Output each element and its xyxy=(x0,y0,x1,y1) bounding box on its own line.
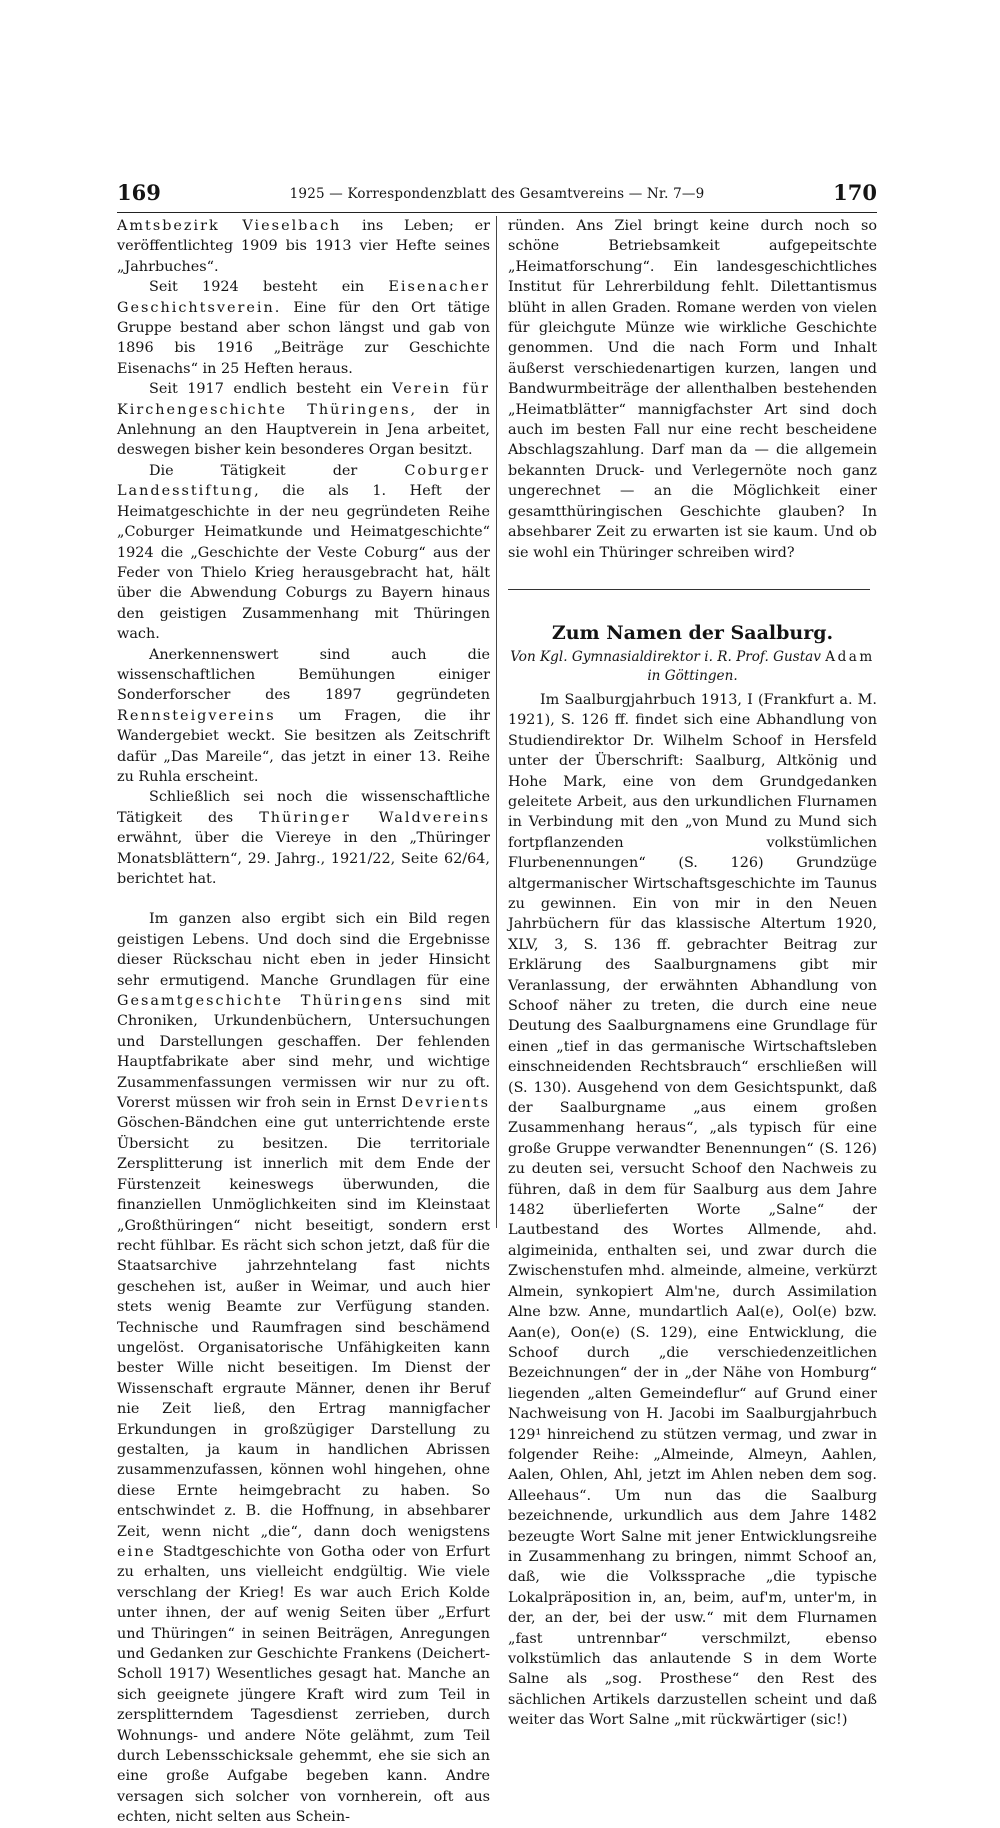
text: um Fragen, die ihr Wandergebiet weckt. Sie besitzen als Zeitschrift dafür „Das Mareile“, das jetzt in einer 13. Reihe zu Ruhla erscheint. xyxy=(117,707,490,785)
byline-text: Von Kgl. Gymnasialdirektor i. R. Prof. Gustav xyxy=(510,648,826,665)
spaced-text: Eisenacher Geschichtsverein. xyxy=(117,279,490,316)
paragraph xyxy=(117,787,490,889)
spaced-text: Coburger Landesstiftung xyxy=(117,462,490,500)
paragraph xyxy=(117,645,490,788)
article-title: Zum Namen der Saalburg. xyxy=(551,621,834,644)
paragraph xyxy=(117,277,490,379)
spaced-text: eine xyxy=(117,1544,156,1560)
paragraph xyxy=(117,216,490,277)
page-header xyxy=(117,180,877,210)
text: , die als 1. Heft der Heimatgeschichte in der neu gegründeten Reihe „Coburger Heimatkunde und Heimatgeschichte“ 1924 die „Geschichte der Veste Coburg“ aus der Feder von Thielo Krieg herausgebracht hat, hält über die Abwendung Coburgs zu Bayern hinaus den geistigen Zusammenhang mit Thüringen wach. xyxy=(117,483,490,643)
paragraph xyxy=(117,461,490,645)
spaced-text: Verein für Kirchengeschichte Thüringens xyxy=(117,381,490,418)
header-rule xyxy=(117,212,877,213)
text: Seit 1924 besteht ein xyxy=(149,279,389,296)
text: Stadtgeschichte von Gotha oder von Erfurt zu erhalten, uns vielleicht endgültig. Wie viele verschlang der Krieg! Es war auch Erich Kolde unter ihnen, der auf wenig Seiten über „Erfurt und Thüringen“ in seinen Beiträgen, Anregungen und Gedanken zur Geschichte Frankens (Deichert-Scholl 1917) Wesentliches gesagt hat. Manche an sich geeignete jüngere Kraft wird zum Teil in zersplitterndem Tagesdienst zerrieben, durch Wohnungs- und andere Nöte gelähmt, zum Teil durch Lebensschicksale gehemmt, ehe sie sich an eine große Aufgabe begeben kann. Andre versagen sich solcher von vornherein, oft aus echten, nicht selten aus Schein- xyxy=(117,1544,490,1826)
text: ins Leben; er veröffentlichteg 1909 bis 1913 vier Hefte seines „Jahrbuches“. xyxy=(117,218,490,275)
paragraph: Im Saalburgjahrbuch 1913, I (Frankfurt a. M. 1921), S. 126 ff. findet sich eine Abhandlung von Studiendirektor Dr. Wilhelm Schoof in Hersfeld unter der Überschrift: Saalburg, Altkönig und Hohe Mark, eine von dem Grundgedanken geleitete Arbeit, aus den urkundlichen Flurnamen in Verbindung mit den „von Mund zu Mund sich fortpflanzenden volkstümlichen Flurbenennungen“ (S. 126) Grundzüge altgermanischer Wirtschaftsgeschichte im Taunus zu gewinnen. Ein von mir in den Neuen Jahrbüchern für das klassische Altertum 1920, XLV, 3, S. 136 ff. gebrachter Beitrag zur Erklärung des Saalburgnamens gibt mir Veranlassung, der erwähnten Abhandlung von Schoof näher zu treten, die durch eine neue Deutung des Saalburgnamens eine Grundlage für einen „tief in das germanische Wirtschaftsleben einschneidenden Rechtsbrauch“ erschließen will (S. 130). Ausgehend von dem Gesichtspunkt, daß der Saalburgname „aus einem großen Zusammenhang heraus“, „als typisch für eine große Gruppe verwandter Benennungen“ (S. 126) zu deuten sei, versucht Schoof den Nachweis zu führen, daß in dem für Saalburg aus dem Jahre 1482 überlieferten Worte „Salne“ der Lautbestand des Wortes Allmende, ahd. algimeinida, enthalten sei, und zwar durch die Zwischenstufen mhd. almeinde, almeine, verkürzt Almein, synkopiert Alm'ne, durch Assimilation Alne bzw. Anne, mundartlich Aal(e), Ool(e) bzw. Aan(e), Oon(e) (S. 129), eine Entwicklung, die Schoof durch „die verschiedenzeitlichen Bezeichnungen“ der in „der Nähe von Homburg“ liegenden „alten Gemeindeflur“ auf Grund einer Nachweisung von H. Jacobi im Saalburgjahrbuch 129¹ hinreichend zu stützen vermag, und zwar in folgender Reihe: „Almeinde, Almeyn, Aahlen, Aalen, Ohlen, Ahl, jetzt im Ahlen neben dem sog. Alleehaus“. Um nun das die Saalburg bezeichnende, urkundlich aus dem Jahre 1482 bezeugte Wort Salne mit jener Entwicklungsreihe in Zusammenhang zu bringen, nimmt Schoof an, daß, wie die Volkssprache „die typische Lokalpräposition in, an, beim, auf'm, unter'm, in der, an der, bei der usw.“ mit dem Flurnamen „fast untrennbar“ verschmilzt, ebenso volkstümlich das anlautende S in dem Worte Salne als „sog. Prosthese“ den Rest des sächlichen Artikels darzustellen scheint und daß weiter das Wort Salne „mit rückwärtiger (sic!) xyxy=(508,691,877,1729)
running-title: 1925 — Korrespondenzblatt des Gesamtvereins — Nr. 7—9 xyxy=(289,186,705,202)
section-rule xyxy=(508,589,870,590)
text: sind mit Chroniken, Urkundenbüchern, Untersuchungen und Darstellungen geschaffen. Der fehlenden Hauptfabrikate aber sind mehr, und wichtige Zusammenfassungen vermissen wir nur zu oft. Vorerst müssen wir froh sein in Ernst xyxy=(117,993,490,1112)
text: Seit 1917 endlich besteht ein xyxy=(149,381,393,398)
column-divider xyxy=(496,216,497,1228)
article-byline xyxy=(508,648,877,686)
byline-text: in Göttingen. xyxy=(647,667,738,684)
text: Eine für den Ort tätige Gruppe bestand aber schon längst und gab von 1896 bis 1916 „Beiträge zur Geschichte Eisenachs“ in 25 Heften heraus. xyxy=(117,299,490,377)
text: Schließlich sei noch die wissenschaftliche Tätigkeit des xyxy=(117,789,490,826)
left-column xyxy=(117,216,490,1828)
spaced-text: Gesamtgeschichte Thüringens xyxy=(117,993,405,1010)
paragraph xyxy=(117,379,490,461)
text: Göschen-Bändchen eine gut unterrichtende erste Übersicht zu besitzen. Die territoriale Zersplitterung ist innerlich mit dem Ende der Fürstenzeit keineswegs überwunden, die finanziellen Unmöglichkeiten sind im Kleinstaat „Großthüringen“ nicht beseitigt, sondern erst recht fühlbar. Es rächt sich schon jetzt, daß für die Staatsarchive jahrzehntelang fast nichts geschehen ist, außer in Weimar, und auch hier stets wenig Beamte zur Verfügung standen. Technische und Raumfragen sind beschämend ungelöst. Organisatorische Unfähigkeiten kann bester Wille nicht beseitigen. Im Dienst der Wissenschaft ergraute Männer, denen ihr Beruf nie Zeit ließ, den Ertrag mannigfacher Erkundungen in großzügiger Darstellung zu gestalten, ja kaum in handlichen Abrissen zusammenzufassen, können wohl hingehen, ohne diese Ernte heimgebracht zu haben. So entschwindet z. B. die Hoffnung, in absehbarer Zeit, wenn nicht „die“, dann doch wenigstens xyxy=(117,1115,490,1540)
page-number-right: 170 xyxy=(833,180,877,205)
text: Die Tätigkeit der xyxy=(149,462,405,479)
page-number-left: 169 xyxy=(117,180,161,205)
paragraph: ründen. Ans Ziel bringt keine durch noch so schöne Betriebsamkeit aufgepeitschte „Heimatforschung“. Ein landesgeschichtliches Institut für Lehrerbildung fehlt. Dilettantismus blüht in allen Graden. Romane werden von vielen für gleichgute Münze wie wirkliche Geschichte genommen. Und die nach Form und Inhalt äußerst verschiedenartigen kurzen, langen und Bandwurmbeiträge der allenthalben bestehenden „Heimatblätter“ mannigfachster Art sind doch auch im besten Fall nur eine recht bescheidene Abschlagszahlung. Darf man da — die allgemein bekannten Druck- und Verlegernöte noch ganz ungerechnet — an die Möglichkeit einer gesamtthüringischen Geschichte glauben? In absehbarer Zeit zu erwarten ist sie kaum. Und ob sie wohl ein Thüringer schreiben wird? xyxy=(508,218,877,561)
paragraph xyxy=(117,909,490,1827)
text: , der in Anlehnung an den Hauptverein in Jena arbeitet, deswegen bisher kein besonderes Organ besitzt. xyxy=(117,401,491,459)
spaced-text: Thüringer Waldvereins xyxy=(259,809,490,826)
text: Anerkennenswert sind auch die wissenschaftlichen Bemühungen einiger Sonderforscher des 1897 gegründeten xyxy=(117,646,490,704)
spaced-text: Devrients xyxy=(401,1095,490,1112)
spaced-text: Amtsbezirk Vieselbach xyxy=(117,218,342,234)
right-column xyxy=(508,216,877,1731)
author-name: Adam xyxy=(825,648,875,665)
text: erwähnt, über die Viereye in den „Thüringer Monatsblättern“, 29. Jahrg., 1921/22, Seite 62/64, berichtet hat. xyxy=(117,830,490,887)
text: Im ganzen also ergibt sich ein Bild regen geistigen Lebens. Und doch sind die Ergebnisse dieser Rückschau nicht eben in jeder Hinsicht sehr ermutigend. Manche Grundlagen für eine xyxy=(117,911,490,989)
spaced-text: Rennsteigvereins xyxy=(117,707,276,724)
